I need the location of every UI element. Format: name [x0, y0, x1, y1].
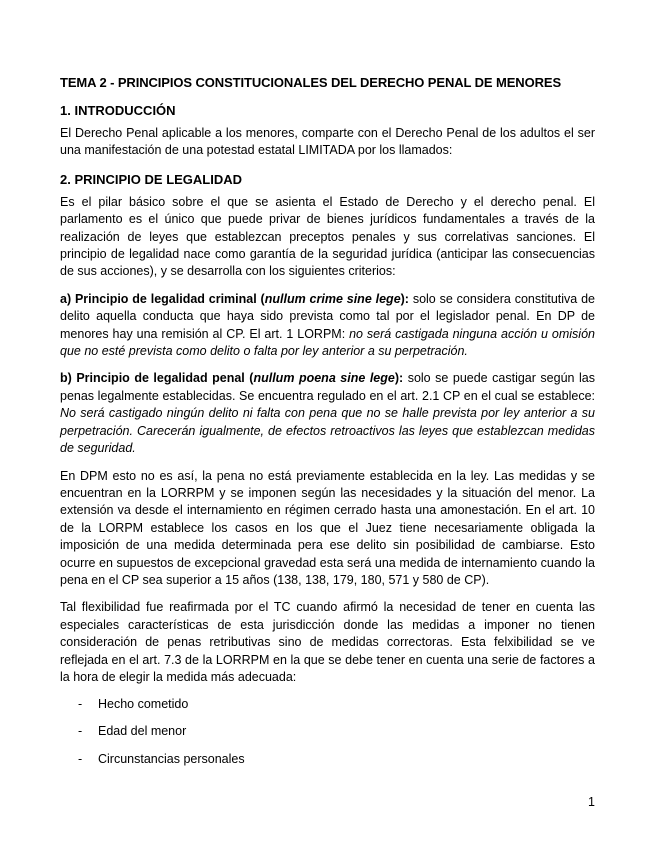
principle-b-paragraph [60, 370, 595, 457]
principle-a-label-post: ): [400, 291, 409, 306]
list-dash: - [78, 751, 83, 766]
list-item [60, 696, 595, 713]
principle-b-quote: No será castigado ningún delito ni falta con pena que no se halle prevista por ley anterior a su perpetración. Carecerán igualmente, de efectos retroactivos las leyes que establezcan medidas de seguridad. [60, 406, 595, 456]
principle-b-label-post: ): [394, 371, 404, 386]
principle-a-quote: no será castigada ninguna acción u omisión que no esté prevista como delito o falta por ley anterior a su perpetración. [60, 326, 595, 359]
list-item [60, 723, 595, 740]
principle-a-paragraph [60, 291, 595, 361]
list-dash: - [78, 724, 83, 739]
principle-b-latin: nullum poena sine lege [253, 371, 395, 386]
list-item-text: Edad del menor [98, 724, 187, 739]
dpm-paragraph: En DPM esto no es así, la pena no está previamente establecida en la ley. Las medidas y se encuentran en la LORRPM y se imponen según las necesidades y la situación del menor. La extensión va desde el internamiento en régimen cerrado hasta una amonestación. En el art. 10 de la LORPM establece los casos en los que el Juez tiene necesariamente obligada la imposición de una medida determinada pera ese delito sin posibilidad de cambiarse. Esto ocurre en supuestos de excepcional gravedad esta será una medida de internamiento cuando la pena en el CP sea superior a 15 años (138, 138, 179, 180, 571 y 580 de CP). [60, 468, 595, 587]
factors-list [60, 696, 595, 768]
list-dash: - [78, 697, 83, 712]
list-item-text: Circunstancias personales [98, 751, 245, 766]
document-page [60, 64, 595, 778]
section-heading-legalidad: 2. PRINCIPIO DE LEGALIDAD [60, 171, 243, 187]
legalidad-paragraph: Es el pilar básico sobre el que se asienta el Estado de Derecho y el derecho penal. El parlamento es el único que puede privar de bienes jurídicos fundamentales a través de la realización de leyes que establezcan preceptos penales y sus correlativas sanciones. El principio de legalidad nace como garantía de la seguridad jurídica (anticipar las consecuencias de sus acciones), y se desarrolla con los siguientes criterios: [60, 194, 595, 279]
list-item [60, 751, 595, 768]
principle-a-text: solo se considera constitutiva de delito aquella conducta que haya sido prevista como tal por el legislador penal. En DP de menores hay una remisión al CP. El art. 1 LORPM: [60, 291, 595, 341]
principle-b-label-pre: b) Principio de legalidad penal ( [60, 371, 254, 386]
intro-paragraph: El Derecho Penal aplicable a los menores, comparte con el Derecho Penal de los adultos el ser una manifestación de una potestad estatal LIMITADA por los llamados: [60, 126, 595, 158]
principle-a-label-pre: a) Principio de legalidad criminal ( [60, 291, 265, 306]
page-number: 1 [588, 795, 595, 809]
document-title: TEMA 2 - PRINCIPIOS CONSTITUCIONALES DEL DERECHO PENAL DE MENORES [60, 75, 562, 90]
list-item-text: Hecho cometido [98, 697, 189, 712]
tc-paragraph: Tal flexibilidad fue reafirmada por el TC cuando afirmó la necesidad de tener en cuenta las especiales características de esta jurisdicción donde las medidas a imponer no tienen consideración de penas retributivas sino de medidas correctoras. Esta felxibilidad se ve reflejada en el art. 7.3 de la LORRPM en la que se debe tener en cuenta una serie de factores a la hora de elegir la medida más adecuada: [60, 600, 595, 684]
principle-b-text: solo se puede castigar según las penas legalmente establecidas. Se encuentra regulado en el art. 2.1 CP en el cual se establece: [60, 371, 595, 403]
section-heading-introduccion: 1. INTRODUCCIÓN [60, 103, 176, 118]
principle-a-latin: nullum crime sine lege [264, 291, 401, 306]
